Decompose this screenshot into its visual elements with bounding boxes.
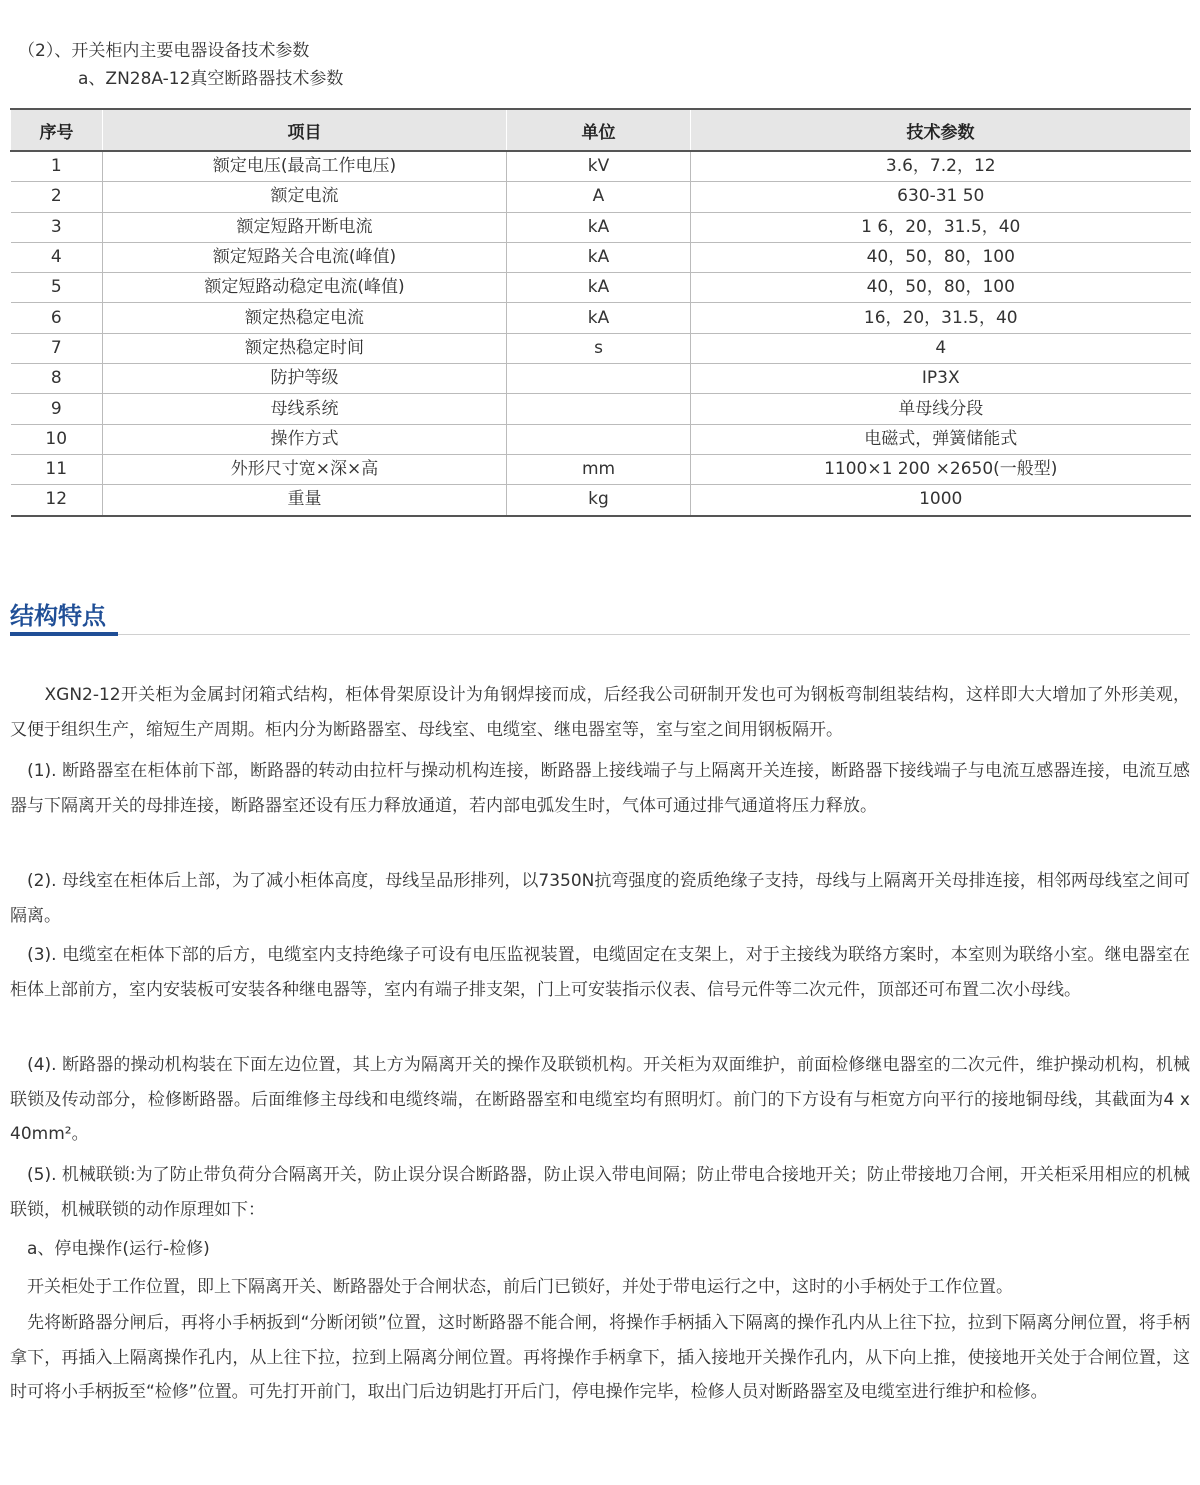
cell-unit: kA: [507, 212, 691, 242]
table-row: [11, 424, 1191, 454]
paragraph-busbar-room: (2). 母线室在柜体后上部，为了减小柜体高度，母线呈品形排列，以7350N抗弯强度的瓷质绝缘子支持，母线与上隔离开关母排连接，相邻两母线室之间可隔离。: [10, 871, 1190, 926]
section-divider: [10, 634, 1190, 635]
cell-unit: kA: [507, 303, 691, 333]
cell-params: 4: [691, 333, 1191, 363]
paragraph-breaker-room: (1). 断路器室在柜体前下部，断路器的转动由拉杆与操动机构连接，断路器上接线端子与上隔离开关连接，断路器下接线端子与电流互感器连接，电流互感器与下隔离开关的母排连接，断路器室还设有压力释放通道，若内部电弧发生时，气体可通过排气通道将压力释放。: [10, 761, 1190, 816]
table-row: [11, 394, 1191, 424]
cell-item: 额定电压(最高工作电压): [103, 151, 507, 182]
cell-params: 1 6，20，31.5，40: [691, 212, 1191, 242]
cell-item: 防护等级: [103, 364, 507, 394]
cell-params: 630-31 50: [691, 182, 1191, 212]
spec-table: [10, 108, 1191, 517]
table-row: [11, 182, 1191, 212]
cell-index: 8: [11, 364, 103, 394]
header-item: 项目: [103, 109, 507, 151]
paragraph-intro: XGN2-12开关柜为金属封闭箱式结构，柜体骨架原设计为角钢焊接而成，后经我公司研制开发也可为钢板弯制组装结构，这样即大大增加了外形美观，又便于组织生产，缩短生产周期。柜内分为断路器室、母线室、电缆室、继电器室等，室与室之间用钢板隔开。: [10, 685, 1190, 740]
cell-params: IP3X: [691, 364, 1191, 394]
cell-unit: kA: [507, 273, 691, 303]
cell-index: 4: [11, 242, 103, 272]
subsection-heading: （2）、开关柜内主要电器设备技术参数: [18, 41, 310, 61]
table-header-row: [11, 109, 1191, 151]
cell-unit: [507, 364, 691, 394]
cell-params: 40，50，80，100: [691, 273, 1191, 303]
cell-index: 10: [11, 424, 103, 454]
cell-index: 9: [11, 394, 103, 424]
header-index: 序号: [11, 109, 103, 151]
paragraph-step-state: 开关柜处于工作位置，即上下隔离开关、断路器处于合闸状态，前后门已锁好，并处于带电运行之中，这时的小手柄处于工作位置。: [10, 1277, 1013, 1297]
header-params: 技术参数: [691, 109, 1191, 151]
section-title: 结构特点: [10, 602, 106, 630]
header-unit: 单位: [507, 109, 691, 151]
table-row: [11, 454, 1191, 484]
table-row: [11, 333, 1191, 363]
cell-item: 额定短路关合电流(峰值): [103, 242, 507, 272]
cell-item: 额定热稳定时间: [103, 333, 507, 363]
paragraph-step-heading: a、停电操作(运行-检修): [10, 1239, 210, 1259]
cell-index: 11: [11, 454, 103, 484]
cell-params: 1000: [691, 485, 1191, 516]
cell-index: 3: [11, 212, 103, 242]
cell-item: 重量: [103, 485, 507, 516]
table-row: [11, 151, 1191, 182]
table-caption: a、ZN28A-12真空断路器技术参数: [78, 69, 344, 89]
cell-params: 40，50，80，100: [691, 242, 1191, 272]
cell-unit: [507, 424, 691, 454]
paragraph-step-procedure: 先将断路器分闸后，再将小手柄扳到“分断闭锁”位置，这时断路器不能合闸，将操作手柄插入下隔离的操作孔内从上往下拉，拉到下隔离分闸位置，将手柄拿下，再插入上隔离操作孔内，从上往下拉，拉到上隔离分闸位置。再将操作手柄拿下，插入接地开关操作孔内，从下向上推，使接地开关处于合闸位置，这时可将小手柄扳至“检修”位置。可先打开前门，取出门后边钥匙打开后门，停电操作完毕，检修人员对断路器室及电缆室进行维护和检修。: [10, 1313, 1190, 1402]
cell-index: 2: [11, 182, 103, 212]
table-row: [11, 242, 1191, 272]
paragraph-mechanism: (4). 断路器的操动机构装在下面左边位置，其上方为隔离开关的操作及联锁机构。开关柜为双面维护，前面检修继电器室的二次元件，维护操动机构，机械联锁及传动部分，检修断路器。后面维修主母线和电缆终端，在断路器室和电缆室均有照明灯。前门的下方设有与柜宽方向平行的接地铜母线，其截面为4 x 40mm²。: [10, 1055, 1190, 1144]
cell-params: 电磁式，弹簧储能式: [691, 424, 1191, 454]
cell-index: 5: [11, 273, 103, 303]
cell-item: 操作方式: [103, 424, 507, 454]
cell-params: 单母线分段: [691, 394, 1191, 424]
table-row: [11, 485, 1191, 516]
cell-unit: mm: [507, 454, 691, 484]
cell-unit: A: [507, 182, 691, 212]
table-row: [11, 303, 1191, 333]
section-title-underline: [10, 632, 118, 636]
cell-unit: s: [507, 333, 691, 363]
cell-params: 16，20，31.5，40: [691, 303, 1191, 333]
cell-unit: kV: [507, 151, 691, 182]
cell-params: 1100×1 200 ×2650(一般型): [691, 454, 1191, 484]
table-row: [11, 212, 1191, 242]
cell-index: 12: [11, 485, 103, 516]
paragraph-interlock: (5). 机械联锁:为了防止带负荷分合隔离开关，防止误分误合断路器，防止误入带电间隔；防止带电合接地开关；防止带接地刀合闸，开关柜采用相应的机械联锁，机械联锁的动作原理如下：: [10, 1165, 1190, 1220]
cell-item: 额定电流: [103, 182, 507, 212]
cell-index: 7: [11, 333, 103, 363]
cell-index: 6: [11, 303, 103, 333]
cell-params: 3.6，7.2，12: [691, 151, 1191, 182]
cell-item: 外形尺寸宽×深×高: [103, 454, 507, 484]
cell-item: 母线系统: [103, 394, 507, 424]
paragraph-cable-room: (3). 电缆室在柜体下部的后方，电缆室内支持绝缘子可设有电压监视装置，电缆固定在支架上，对于主接线为联络方案时，本室则为联络小室。继电器室在柜体上部前方，室内安装板可安装各种继电器等，室内有端子排支架，门上可安装指示仪表、信号元件等二次元件，顶部还可布置二次小母线。: [10, 945, 1190, 1000]
cell-unit: [507, 394, 691, 424]
table-row: [11, 273, 1191, 303]
cell-unit: kg: [507, 485, 691, 516]
cell-item: 额定短路动稳定电流(峰值): [103, 273, 507, 303]
table-row: [11, 364, 1191, 394]
cell-unit: kA: [507, 242, 691, 272]
cell-item: 额定热稳定电流: [103, 303, 507, 333]
cell-item: 额定短路开断电流: [103, 212, 507, 242]
cell-index: 1: [11, 151, 103, 182]
